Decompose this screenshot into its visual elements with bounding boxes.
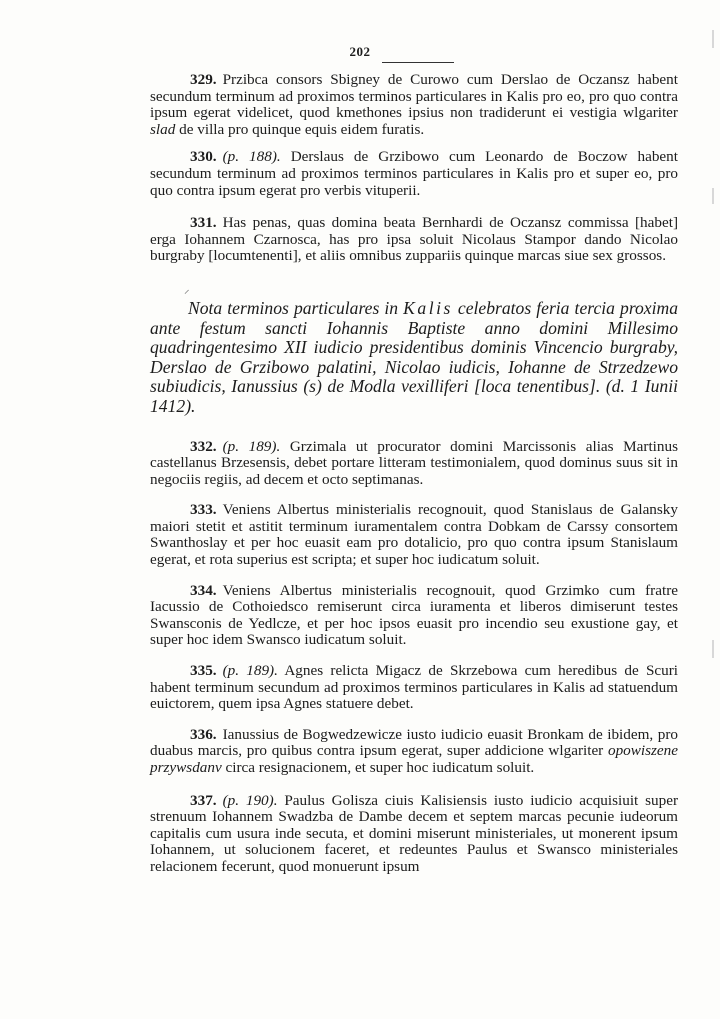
entry-italic-term: slad [150,120,176,138]
entry-number: 336. [190,725,217,743]
entry-text: Agnes relicta Migacz de Skrzebowa cum heredibus de Scuri habent terminum secundum ad proximos terminos particulares in Kalis ad statuendum euictorem, quem ipsa Agnes statuere debet. [150,662,679,713]
entry-number: 335. [190,662,217,680]
entry-number: 332. [190,437,217,455]
entry-number: 333. [190,501,217,519]
entry-page-reference: (p. 188). [222,148,281,166]
entry-page-reference: (p. 189). [222,437,281,455]
entry-335 [150,663,678,713]
entry-text: Paulus Golisza ciuis Kalisiensis iusto iudicio acquisiuit super strenuum Iohannem Swadzba de Dambe decem et septem marcas pecunie iudeorum capitalis cum usura inde secuta, et domini miserunt ministeriales, ut monerent ipsum Iohannem, ut solucionem faceret, et redeuntes Paulus et Swansco ministeriales relacionem fecerunt, quod monuerunt ipsum [150,791,678,875]
entry-337 [150,793,678,876]
entry-number: 334. [190,581,217,599]
entry-332 [150,439,678,489]
nota-text-continued: celebratos feria tercia proxima ante festum sancti Iohannis Baptiste anno domini Millesimo quadringentesimo XII iudicio presidentibus dominis Vincencio burgraby, Derslao de Grzibowo palatini, Nicolao iudicis, Iohanne de Strzedzewo subiudicis, Ianussius (s) de Modla vexilliferi [loca tenentibus]. (d. 1 Iunii 1412). [150,297,679,416]
entry-number: 337. [190,791,217,809]
entry-333 [150,502,678,568]
entry-text: Veniens Albertus ministerialis recognouit, quod Grzimko cum fratre Iacussio de Cothoiedsco remiserunt circa iuramenta et liberos dimiserunt testes Swansconis de Yedlcze, et per hoc ipsos euasit pro incendio seu exustione gay, et super hoc idem Swansco iudicatum soluit. [150,581,678,649]
entry-page-reference: (p. 189). [222,662,278,680]
entry-text: Derslaus de Grzibowo cum Leonardo de Boczow habent secundum terminum ad proximos terminos particulares in Kalis pro et super eo, pro quo contra ipsum egerat pro verbis vituperii. [150,148,678,199]
entry-334 [150,583,678,649]
page-number: 202 [349,44,371,59]
page-number-rule [382,62,454,63]
section-heading-nota [150,299,678,417]
entry-number: 331. [190,214,217,232]
entry-331 [150,215,678,265]
entry-text-continued: de villa pro quinque equis eidem furatis. [175,120,425,138]
entry-page-reference: (p. 190). [222,791,278,809]
entry-336 [150,727,678,777]
entry-number: 329. [190,71,217,88]
entry-text: Ianussius de Bogwedzewicze iusto iudicio euasit Bronkam de ibidem, pro duabus marcis, pro quibus contra ipsum egerat, super addicione wlgariter [150,725,678,760]
scan-margin-mark [712,188,714,204]
nota-text: Nota terminos particulares in [188,297,404,318]
scan-margin-mark [712,30,714,48]
entry-italic-term: opowiszene przywsdanv [150,742,678,776]
page-body [150,72,678,876]
entry-text-continued: circa resignacionem, et super hoc iudicatum soluit. [221,759,535,776]
nota-place-name: Kalis [403,297,453,318]
entry-330 [150,149,678,199]
entry-text: Has penas, quas domina beata Bernhardi de Oczansz commissa [habet] erga Iohannem Czarnosca, has pro ipsa soluit Nicolaus Stampor dando Nicolao burgraby [locumtenenti], et aliis omnibus zuppariis quinque marcas siue sex grossos. [150,214,678,265]
entry-329 [150,72,678,138]
scan-margin-mark [712,640,714,658]
stray-mark: ⸝ [184,284,190,296]
entry-text: Przibca consors Sbigney de Curowo cum Derslao de Oczansz habent secundum terminum ad proximos terminos particulares in Kalis pro eo, pro quo contra ipsum egerat videlicet, quod kmethones ipsius non tradiderunt ei vestigia wlgariter [150,71,678,122]
entry-text: Grzimala ut procurator domini Marcissonis alias Martinus castellanus Brzesensis, debet portare litteram testimonialem, quod dominus suus sit in negociis regiis, ad decem et octo septimanas. [150,437,678,488]
entry-number: 330. [190,148,217,166]
entry-text: Veniens Albertus ministerialis recognouit, quod Stanislaus de Galansky maiori stetit et astitit terminum iuramentalem contra Dobkam de Carssy consortem Swanthoslay et per hoc euasit eam pro dotalicio, pro quo contra ipsum Stanislaum egerat, et rota superius est scripta; et super hoc iudicatum soluit. [150,501,678,569]
